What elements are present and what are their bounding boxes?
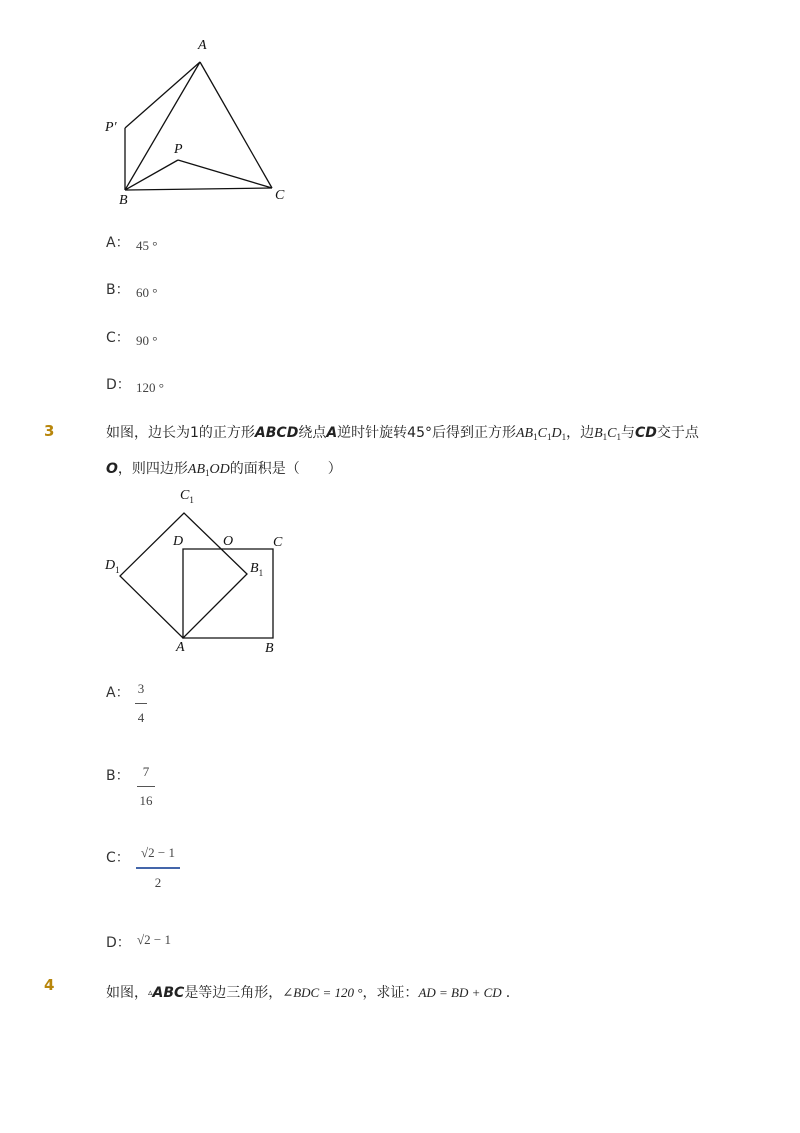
q4-number: 4 [44, 976, 55, 994]
sqrt-expression: √2 − 1 [141, 845, 175, 860]
q2-option-b-value: 60 ° [136, 285, 158, 300]
q3-option-d-label[interactable]: D： [106, 935, 131, 951]
q3-option-a-label[interactable]: A： [106, 685, 130, 701]
q2-option-d-value: 120 ° [136, 380, 164, 395]
label-D1: $D_1$ [105, 558, 120, 575]
q3-number: 3 [44, 422, 55, 440]
label-D: D [173, 534, 184, 549]
label-A: A [198, 38, 207, 53]
triangle-icon: ▵ [148, 988, 153, 998]
sqrt-icon: √ [141, 845, 149, 860]
label-P: P [174, 142, 183, 157]
label-C1: $C_1$ [180, 488, 194, 505]
q3-option-d-value: √2 − 1 [137, 932, 171, 947]
q2-option-d-label[interactable]: D： [106, 377, 131, 393]
q3-edge-b1c1: $B_1C_1$ [594, 426, 621, 442]
q3-option-c-fraction: √2 − 1 2 [136, 845, 180, 891]
label-B1: $B_1$ [250, 561, 264, 578]
label-B: B [265, 641, 274, 656]
q3-option-c-label[interactable]: C： [106, 850, 130, 866]
q3-figure [100, 484, 300, 659]
q2-option-a-label[interactable]: A： [106, 235, 130, 251]
label-A: A [176, 640, 185, 655]
q3-option-b-label[interactable]: B： [106, 768, 130, 784]
q3-square-ab1c1d1: $AB_1C_1D_1$ [516, 426, 567, 442]
q3-text-line1: 如图，边长为1的正方形ABCD绕点A逆时针旋转45°后得到正方形$AB_1C_1D_1$，边$B_1C_1$与CD交于点 [106, 425, 699, 442]
q3-quad-ab1od: $AB_1OD$ [187, 462, 230, 478]
label-C: C [275, 188, 285, 203]
q4-text: 如图，▵ABC是等边三角形，∠BDC = 120 °，求证：AD = BD + CD . [106, 985, 511, 1001]
q2-option-b-label[interactable]: B： [106, 282, 130, 298]
label-O: O [223, 534, 234, 549]
q3-option-b-fraction: 7 16 [136, 764, 156, 809]
q2-figure [100, 36, 300, 211]
q3-text-line2: O，则四边形$AB_1OD$的面积是（ ） [106, 461, 342, 478]
q2-option-a-value: 45 ° [136, 238, 158, 253]
label-P-prime: P′ [105, 120, 117, 135]
q2-option-c-value: 90 ° [136, 333, 158, 348]
label-B: B [119, 193, 128, 208]
label-C: C [273, 535, 283, 550]
q2-option-c-label[interactable]: C： [106, 330, 130, 346]
q3-option-a-fraction: 3 4 [133, 681, 149, 726]
sqrt-icon: √ [137, 932, 145, 947]
